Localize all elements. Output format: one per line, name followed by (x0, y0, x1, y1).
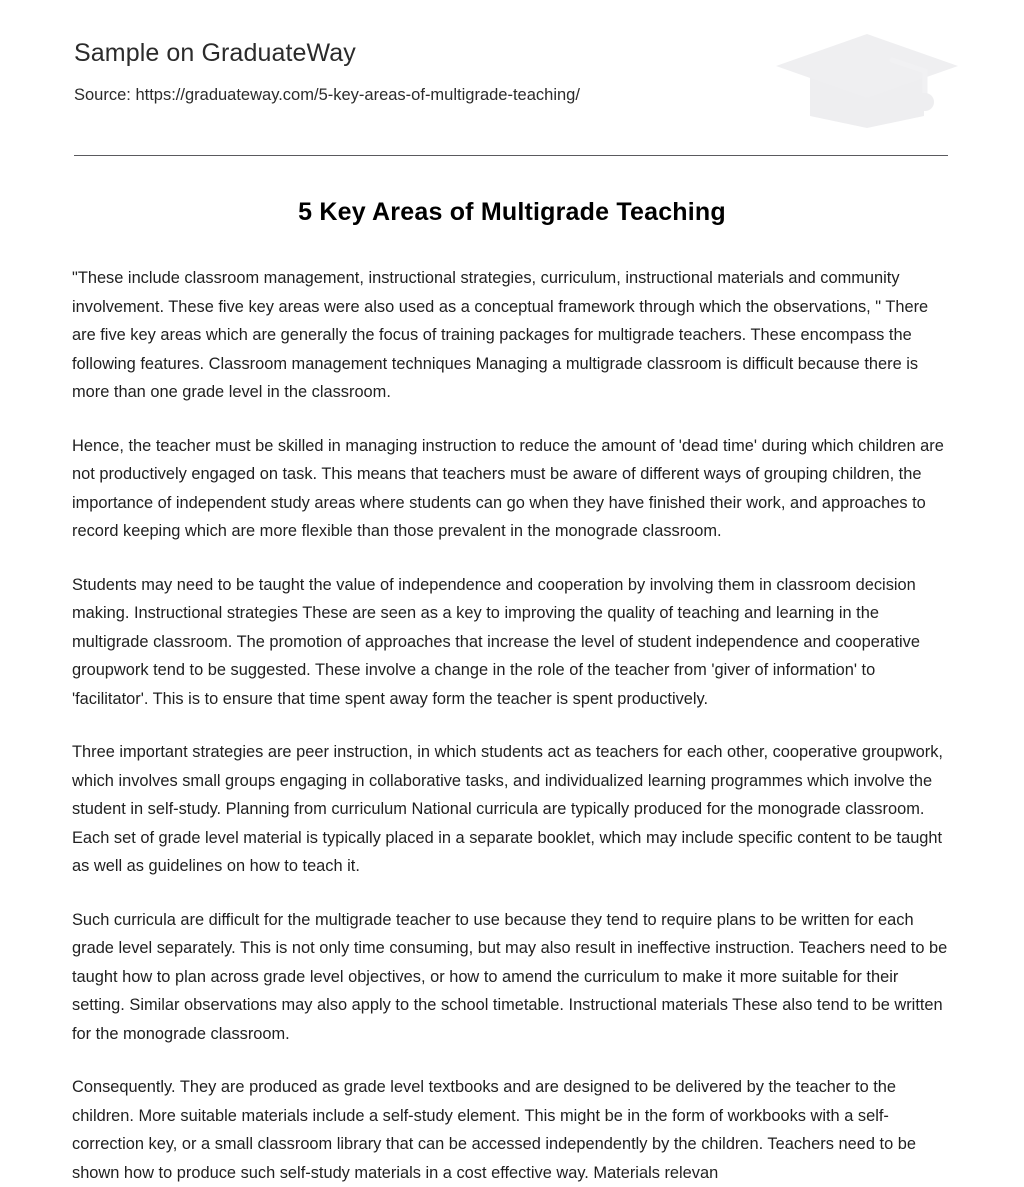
paragraph: Three important strategies are peer instruction, in which students act as teachers for each other, cooperative groupwork, which involves small groups engaging in collaborative tasks, and individualized learning programmes which involve the student in self-study. Planning from curriculum National curricula are typically produced for the monograde classroom. Each set of grade level material is typically placed in a separate booklet, which may include specific content to be taught as well as guidelines on how to teach it. (72, 743, 943, 875)
page-header (0, 0, 1024, 118)
paragraph: Students may need to be taught the value of independence and cooperation by involving them in classroom decision making. Instructional strategies These are seen as a key to improving the quality of teaching and learning in the multigrade classroom. The promotion of approaches that increase the level of student independence and cooperative groupwork tend to be suggested. These involve a change in the role of the teacher from 'giver of information' to 'facilitator'. This is to ensure that time spent away form the teacher is spent productively. (72, 575, 920, 708)
header-divider (74, 155, 948, 156)
article-body (72, 264, 950, 1187)
paragraph: Consequently. They are produced as grade level textbooks and are designed to be delivered by the teacher to the children. More suitable materials include a self-study element. This might be in the form of workbooks with a self-correction key, or a small classroom library that can be accessed independently by the children. Teachers need to be shown how to produce such self-study materials in a cost effective way. Materials relevan (72, 1078, 916, 1182)
paragraph: Such curricula are difficult for the multigrade teacher to use because they tend to require plans to be written for each grade level separately. This is not only time consuming, but may also result in ineffective instruction. Teachers need to be taught how to plan across grade level objectives, or how to amend the curriculum to make it more suitable for their setting. Similar observations may also apply to the school timetable. Instructional materials These also tend to be written for the monograde classroom. (72, 910, 948, 1043)
paragraph: "These include classroom management, instructional strategies, curriculum, instructional materials and community involvement. These five key areas were also used as a conceptual framework through which the observations, " There are five key areas which are generally the focus of training packages for multigrade teachers. These encompass the following features. Classroom management techniques Managing a multigrade classroom is difficult because there is more than one grade level in the classroom. (72, 269, 929, 401)
paragraph: Hence, the teacher must be skilled in managing instruction to reduce the amount of 'dead time' during which children are not productively engaged on task. This means that teachers must be aware of different ways of grouping children, the importance of independent study areas where students can go when they have finished their work, and approaches to record keeping which are more flexible than those prevalent in the monograde classroom. (72, 436, 944, 540)
page-title: 5 Key Areas of Multigrade Teaching (298, 198, 726, 226)
brand-title: Sample on GraduateWay (74, 39, 356, 67)
source-line[interactable]: Source: https://graduateway.com/5-key-areas-of-multigrade-teaching/ (74, 86, 580, 104)
